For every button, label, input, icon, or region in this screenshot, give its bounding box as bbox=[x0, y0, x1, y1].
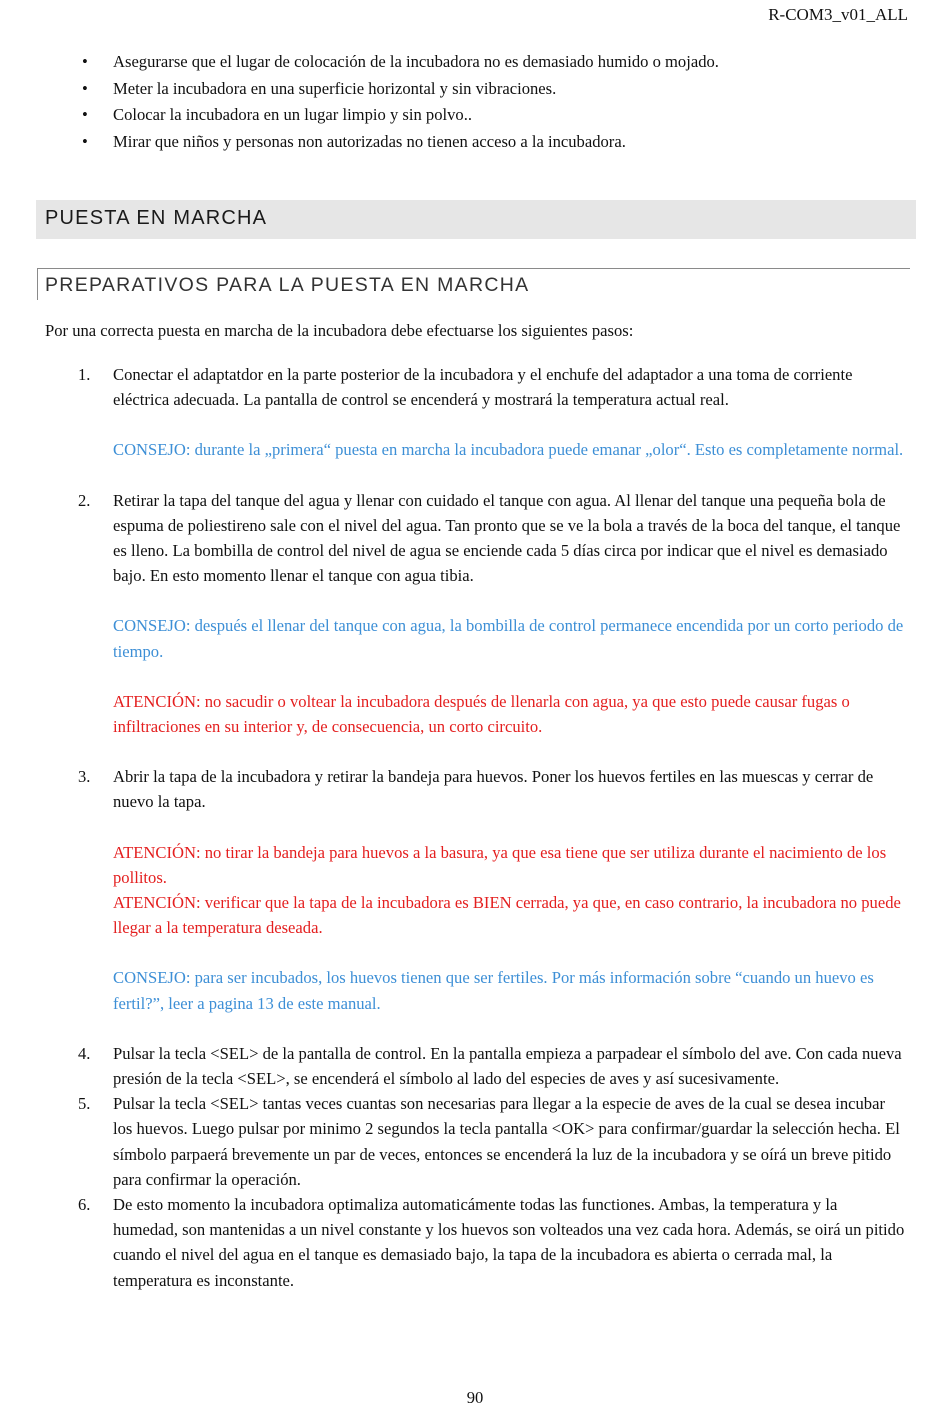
bullet-text: Mirar que niños y personas non autorizadas no tienen acceso a la incubadora. bbox=[113, 131, 626, 151]
step-number: 1. bbox=[78, 365, 91, 384]
step-item bbox=[45, 1192, 905, 1293]
bullet-text: Colocar la incubadora en un lugar limpio y sin polvo.. bbox=[113, 105, 472, 124]
steps-list bbox=[45, 362, 905, 1293]
bullet-dot-icon: • bbox=[82, 105, 88, 124]
step-item bbox=[45, 1041, 905, 1091]
warning-note: ATENCIÓN: verificar que la tapa de la incubadora es BIEN cerrada, ya que, en caso contrario, la incubadora no puede llegar a la temperatura deseada. bbox=[113, 893, 901, 938]
tip-note: CONSEJO: para ser incubados, los huevos tienen que ser fertiles. Por más información sobre “cuando un huevo es fertil?”, leer a pagina 13 de este manual. bbox=[113, 968, 874, 1013]
bullet-text: Meter la incubadora en una superficie horizontal y sin vibraciones. bbox=[113, 78, 557, 98]
bullet-item bbox=[44, 129, 924, 156]
page-number: 90 bbox=[466, 1388, 484, 1407]
bullet-item bbox=[44, 102, 924, 129]
step-text: Retirar la tapa del tanque del agua y llenar con cuidado el tanque con agua. Al llenar del tanque una pequeña bola de espuma de poliestireno sale con el nivel del agua. Tan pronto que se ve la bola a través de la boca del tanque, el tanque es lleno. La bombilla de control del nivel de agua se enciende cada 5 días circa por indicar que el nivel es demasiado bajo. En esto momento llenar el tanque con agua tibia. bbox=[113, 490, 901, 586]
step-number: 3. bbox=[78, 767, 91, 787]
step-number: 6. bbox=[78, 1195, 91, 1215]
step-number: 2. bbox=[78, 490, 91, 510]
bullet-dot-icon: • bbox=[82, 131, 88, 151]
step-text: Pulsar la tecla <SEL> tantas veces cuantas son necesarias para llegar a la especie de aves de la cual se desea incubar los huevos. Luego pulsar por minimo 2 segundos la tecla pantalla <OK> para confirmar/guardar la selección hecha. El símbolo parpaerá brevemente un par de veces, entonces se encenderá la luz de la incubadora y se oírá un breve pitido para confirmar la operación. bbox=[113, 1094, 900, 1189]
subsection-heading: PREPARATIVOS PARA LA PUESTA EN MARCHA bbox=[37, 268, 910, 300]
bullet-item bbox=[44, 76, 924, 103]
bullet-list bbox=[44, 49, 924, 155]
section-heading: PUESTA EN MARCHA bbox=[36, 200, 916, 239]
bullet-dot-icon: • bbox=[82, 52, 88, 71]
tip-note: CONSEJO: después el llenar del tanque con agua, la bombilla de control permanece encendida por un corto periodo de tiempo. bbox=[113, 616, 904, 661]
tip-note: CONSEJO: durante la „primera“ puesta en marcha la incubadora puede emanar „olor“. Esto es completamente normal. bbox=[113, 440, 904, 460]
step-text: Abrir la tapa de la incubadora y retirar la bandeja para huevos. Poner los huevos fertiles en las muescas y cerrar de nuevo la tapa. bbox=[113, 767, 874, 812]
step-item bbox=[45, 488, 905, 765]
intro-paragraph: Por una correcta puesta en marcha de la incubadora debe efectuarse los siguientes pasos: bbox=[45, 321, 634, 340]
bullet-dot-icon: • bbox=[82, 78, 88, 98]
document-code: R-COM3_v01_ALL bbox=[768, 5, 908, 24]
step-text: Conectar el adaptatdor en la parte posterior de la incubadora y el enchufe del adaptador a una toma de corriente eléctrica adecuada. La pantalla de control se encenderá y mostrará la temperatura actual real. bbox=[113, 365, 853, 410]
step-number: 5. bbox=[78, 1094, 91, 1114]
bullet-item bbox=[44, 49, 924, 76]
step-number: 4. bbox=[78, 1043, 91, 1063]
bullet-text: Asegurarse que el lugar de colocación de la incubadora no es demasiado humido o mojado. bbox=[113, 52, 719, 71]
step-item bbox=[45, 1091, 905, 1192]
step-item bbox=[45, 362, 905, 488]
step-item bbox=[45, 764, 905, 1041]
warning-note: ATENCIÓN: no tirar la bandeja para huevos a la basura, ya que esa tiene que ser utiliza durante el nacimiento de los pollitos. bbox=[113, 842, 887, 887]
step-text: De esto momento la incubadora optimaliza automaticámente todas las functiones. Ambas, la temperatura y la humedad, son mantenidas a un nivel constante y los huevos son volteados una vez cada hora. Además, se oirá un pitido cuando el nivel del agua en el tanque es demasiado bajo, la tapa de la incubadora es abierta o cerrada mal, la temperatura es inconstante. bbox=[113, 1195, 905, 1290]
warning-note: ATENCIÓN: no sacudir o voltear la incubadora después de llenarla con agua, ya que esto puede causar fugas o infiltraciones en su interior y, de consecuencia, un corto circuito. bbox=[113, 691, 850, 737]
step-text: Pulsar la tecla <SEL> de la pantalla de control. En la pantalla empieza a parpadear el símbolo del ave. Con cada nueva presión de la tecla <SEL>, se encenderá el símbolo al lado del especies de aves y así sucesivamente. bbox=[113, 1043, 902, 1089]
